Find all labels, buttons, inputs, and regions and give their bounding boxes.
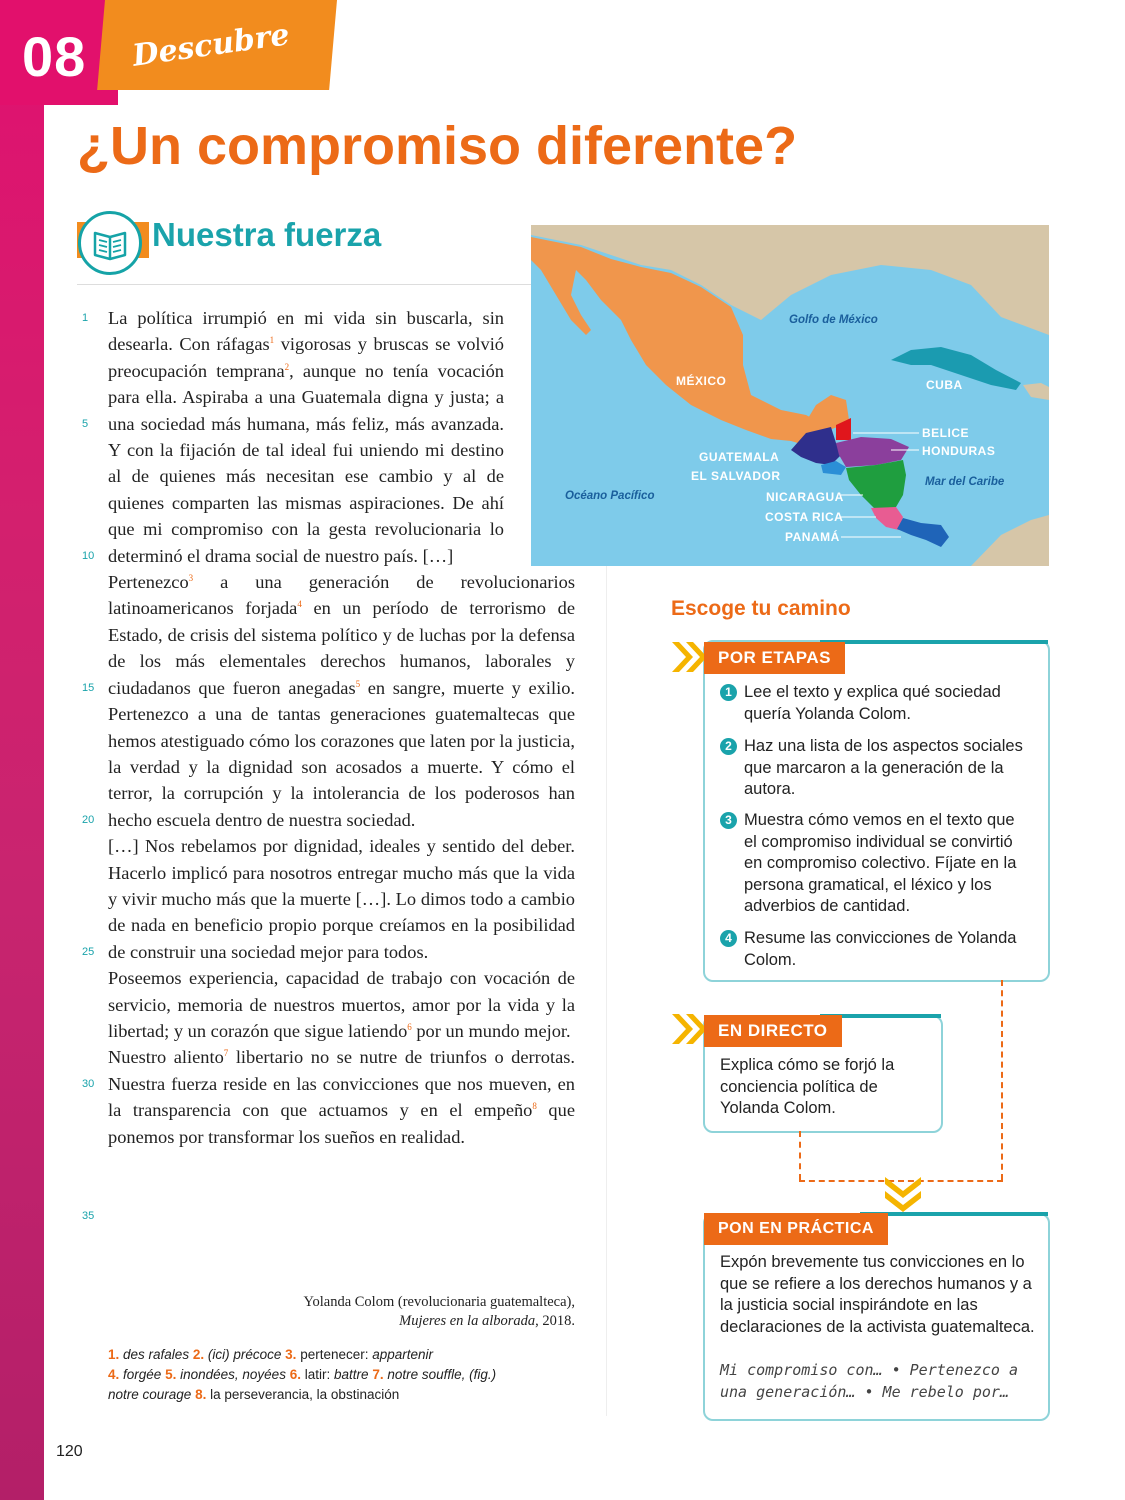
connector-line xyxy=(799,1131,801,1180)
credit-author: Yolanda Colom (revolucionaria guatemalteca), xyxy=(303,1294,575,1310)
handwritten-hint: Mi compromiso con… • Pertenezco a una generación… • Me rebelo por… xyxy=(720,1361,1019,1401)
pon-en-practica-text: Expón brevemente tus convicciones en lo que se refiere a los derechos humanos y a la justicia social inspirándote en las declaraciones de la activista guatemalteca. xyxy=(720,1253,1035,1336)
line-number: 1 xyxy=(82,312,89,324)
line-number: 35 xyxy=(82,1210,95,1222)
line-number: 25 xyxy=(82,946,95,958)
label-honduras: HONDURAS xyxy=(922,444,996,458)
task-item: 3 Muestra cómo vemos en el texto que el compromiso individual se convirtió en compromiso colectivo. Fíjate en la persona gramatical, el léxico y los adverbios de cantidad. xyxy=(720,810,1030,918)
paragraph: Pertenezco$^3$ a una generación de revolucionarios latinoamericanos forjada$^4$ en un período de terrorismo de Estado, de crisis del sistema político y de luchas por la defensa de los más elementales derechos humanos, laborales y ciudadanos que fueron anegadas$^5$ en sangre, muerte y exilio. Pertenezco a una de tantas generaciones guatemaltecas que hemos atestiguado cómo los corazones que laten por la justicia, la verdad y la dignidad son acosados a muerte. Y cómo el terror, la corrupción y la intolerancia de los poderosos han hecho escuela dentro de nuestra sociedad. xyxy=(108,572,575,830)
box-top-rule xyxy=(820,640,1048,644)
side-color-band xyxy=(0,0,44,1500)
label-caribe: Mar del Caribe xyxy=(925,476,1005,488)
footnotes: 1. des rafales 2. (ici) précoce 3. pertenecer: appartenir 4. forgée 5. inondées, noyées 6. latir: battre 7. notre souffle, (fig.) notre courage 8. la perseverancia, la obstinación xyxy=(108,1347,497,1402)
label-mexico: MÉXICO xyxy=(676,374,727,388)
paragraph: Nuestro aliento$^7$ libertario no se nutre de triunfos o derrotas. Nuestra fuerza reside en las convicciones que nos mueven, en la transparencia con que actuamos y en el empeño$^8$ que ponemos por transformar los sueños en realidad. xyxy=(108,1047,575,1147)
paragraph: La política irrumpió en mi vida sin buscarla, sin desearla. Con ráfagas$^1$ vigorosas y bruscas se volvió preocupación temprana$^2$, aunque no tenía vocación para ella. Aspiraba a una Guatemala digna y justa; a una sociedad más humana, más feliz, más avanzada. Y con la fijación de tal ideal fui uniendo mi destino al de quienes más necesitan ese cambio y al de quienes comparten las mismas aspiraciones. De ahí que mi compromiso con la gesta revolucionaria lo determinó el drama social de nuestro país. […] xyxy=(108,308,504,566)
number-badge: 1 xyxy=(720,684,737,701)
task-item: 1 Lee el texto y explica qué sociedad quería Yolanda Colom. xyxy=(720,682,1030,725)
label-cuba: CUBA xyxy=(926,378,963,392)
label-guatemala: GUATEMALA xyxy=(699,450,780,464)
line-number: 20 xyxy=(82,814,95,826)
page-title: ¿Un compromiso diferente? xyxy=(77,116,798,176)
reading-heading: Nuestra fuerza xyxy=(152,216,382,253)
line-number: 15 xyxy=(82,682,95,694)
en-directo-tag: EN DIRECTO xyxy=(704,1015,842,1047)
por-etapas-tag: POR ETAPAS xyxy=(704,642,845,674)
number-badge: 2 xyxy=(720,738,737,755)
task-item: 2 Haz una lista de los aspectos sociales que marcaron a la generación de la autora. xyxy=(720,736,1030,801)
divider xyxy=(77,284,531,285)
pon-en-practica-tag: PON EN PRÁCTICA xyxy=(704,1213,888,1245)
label-nicaragua: NICARAGUA xyxy=(766,490,844,504)
central-america-map xyxy=(531,225,1049,566)
label-pacifico: Océano Pacífico xyxy=(565,490,655,502)
open-book-icon xyxy=(78,211,142,275)
label-el-salvador: EL SALVADOR xyxy=(691,469,781,483)
line-number: 5 xyxy=(82,418,89,430)
connector-line xyxy=(1001,980,1003,1180)
line-number: 10 xyxy=(82,550,95,562)
column-divider xyxy=(606,566,607,1416)
label-panama: PANAMÁ xyxy=(785,530,840,544)
label-costa-rica: COSTA RICA xyxy=(765,510,844,524)
number-badge: 3 xyxy=(720,812,737,829)
line-number: 30 xyxy=(82,1078,95,1090)
credit-book: Mujeres en la alborada, 2018. xyxy=(399,1313,575,1329)
box-top-rule xyxy=(860,1212,1048,1216)
reading-text xyxy=(108,305,575,1150)
unit-number: 08 xyxy=(22,25,87,88)
double-chevron-down-icon xyxy=(883,1175,923,1217)
paragraph: Poseemos experiencia, capacidad de trabajo con vocación de servicio, memoria de nuestros muertos, amor por la vida y la libertad; y un corazón que sigue latiendo$^6$ por un mundo mejor. xyxy=(108,968,575,1041)
source-credit xyxy=(108,1293,575,1331)
number-badge: 4 xyxy=(720,930,737,947)
en-directo-text: Explica cómo se forjó la conciencia política de Yolanda Colom. xyxy=(720,1056,895,1117)
paragraph: […] Nos rebelamos por dignidad, ideales y sentido del deber. Hacerlo implicó para nosotros entregar mucho más que la vida y vivir mucho más que la muerte […]. Lo dimos todo a cambio de nada en beneficio propio porque creíamos en la posibilidad de construir una sociedad mejor para todos. xyxy=(108,836,575,962)
label-golfo: Golfo de México xyxy=(789,314,878,326)
section-name: Descubre xyxy=(130,17,292,74)
label-belice: BELICE xyxy=(922,426,970,440)
task-item: 4 Resume las convicciones de Yolanda Colom. xyxy=(720,928,1030,971)
activities-heading: Escoge tu camino xyxy=(671,597,851,620)
page-number: 120 xyxy=(56,1443,83,1460)
